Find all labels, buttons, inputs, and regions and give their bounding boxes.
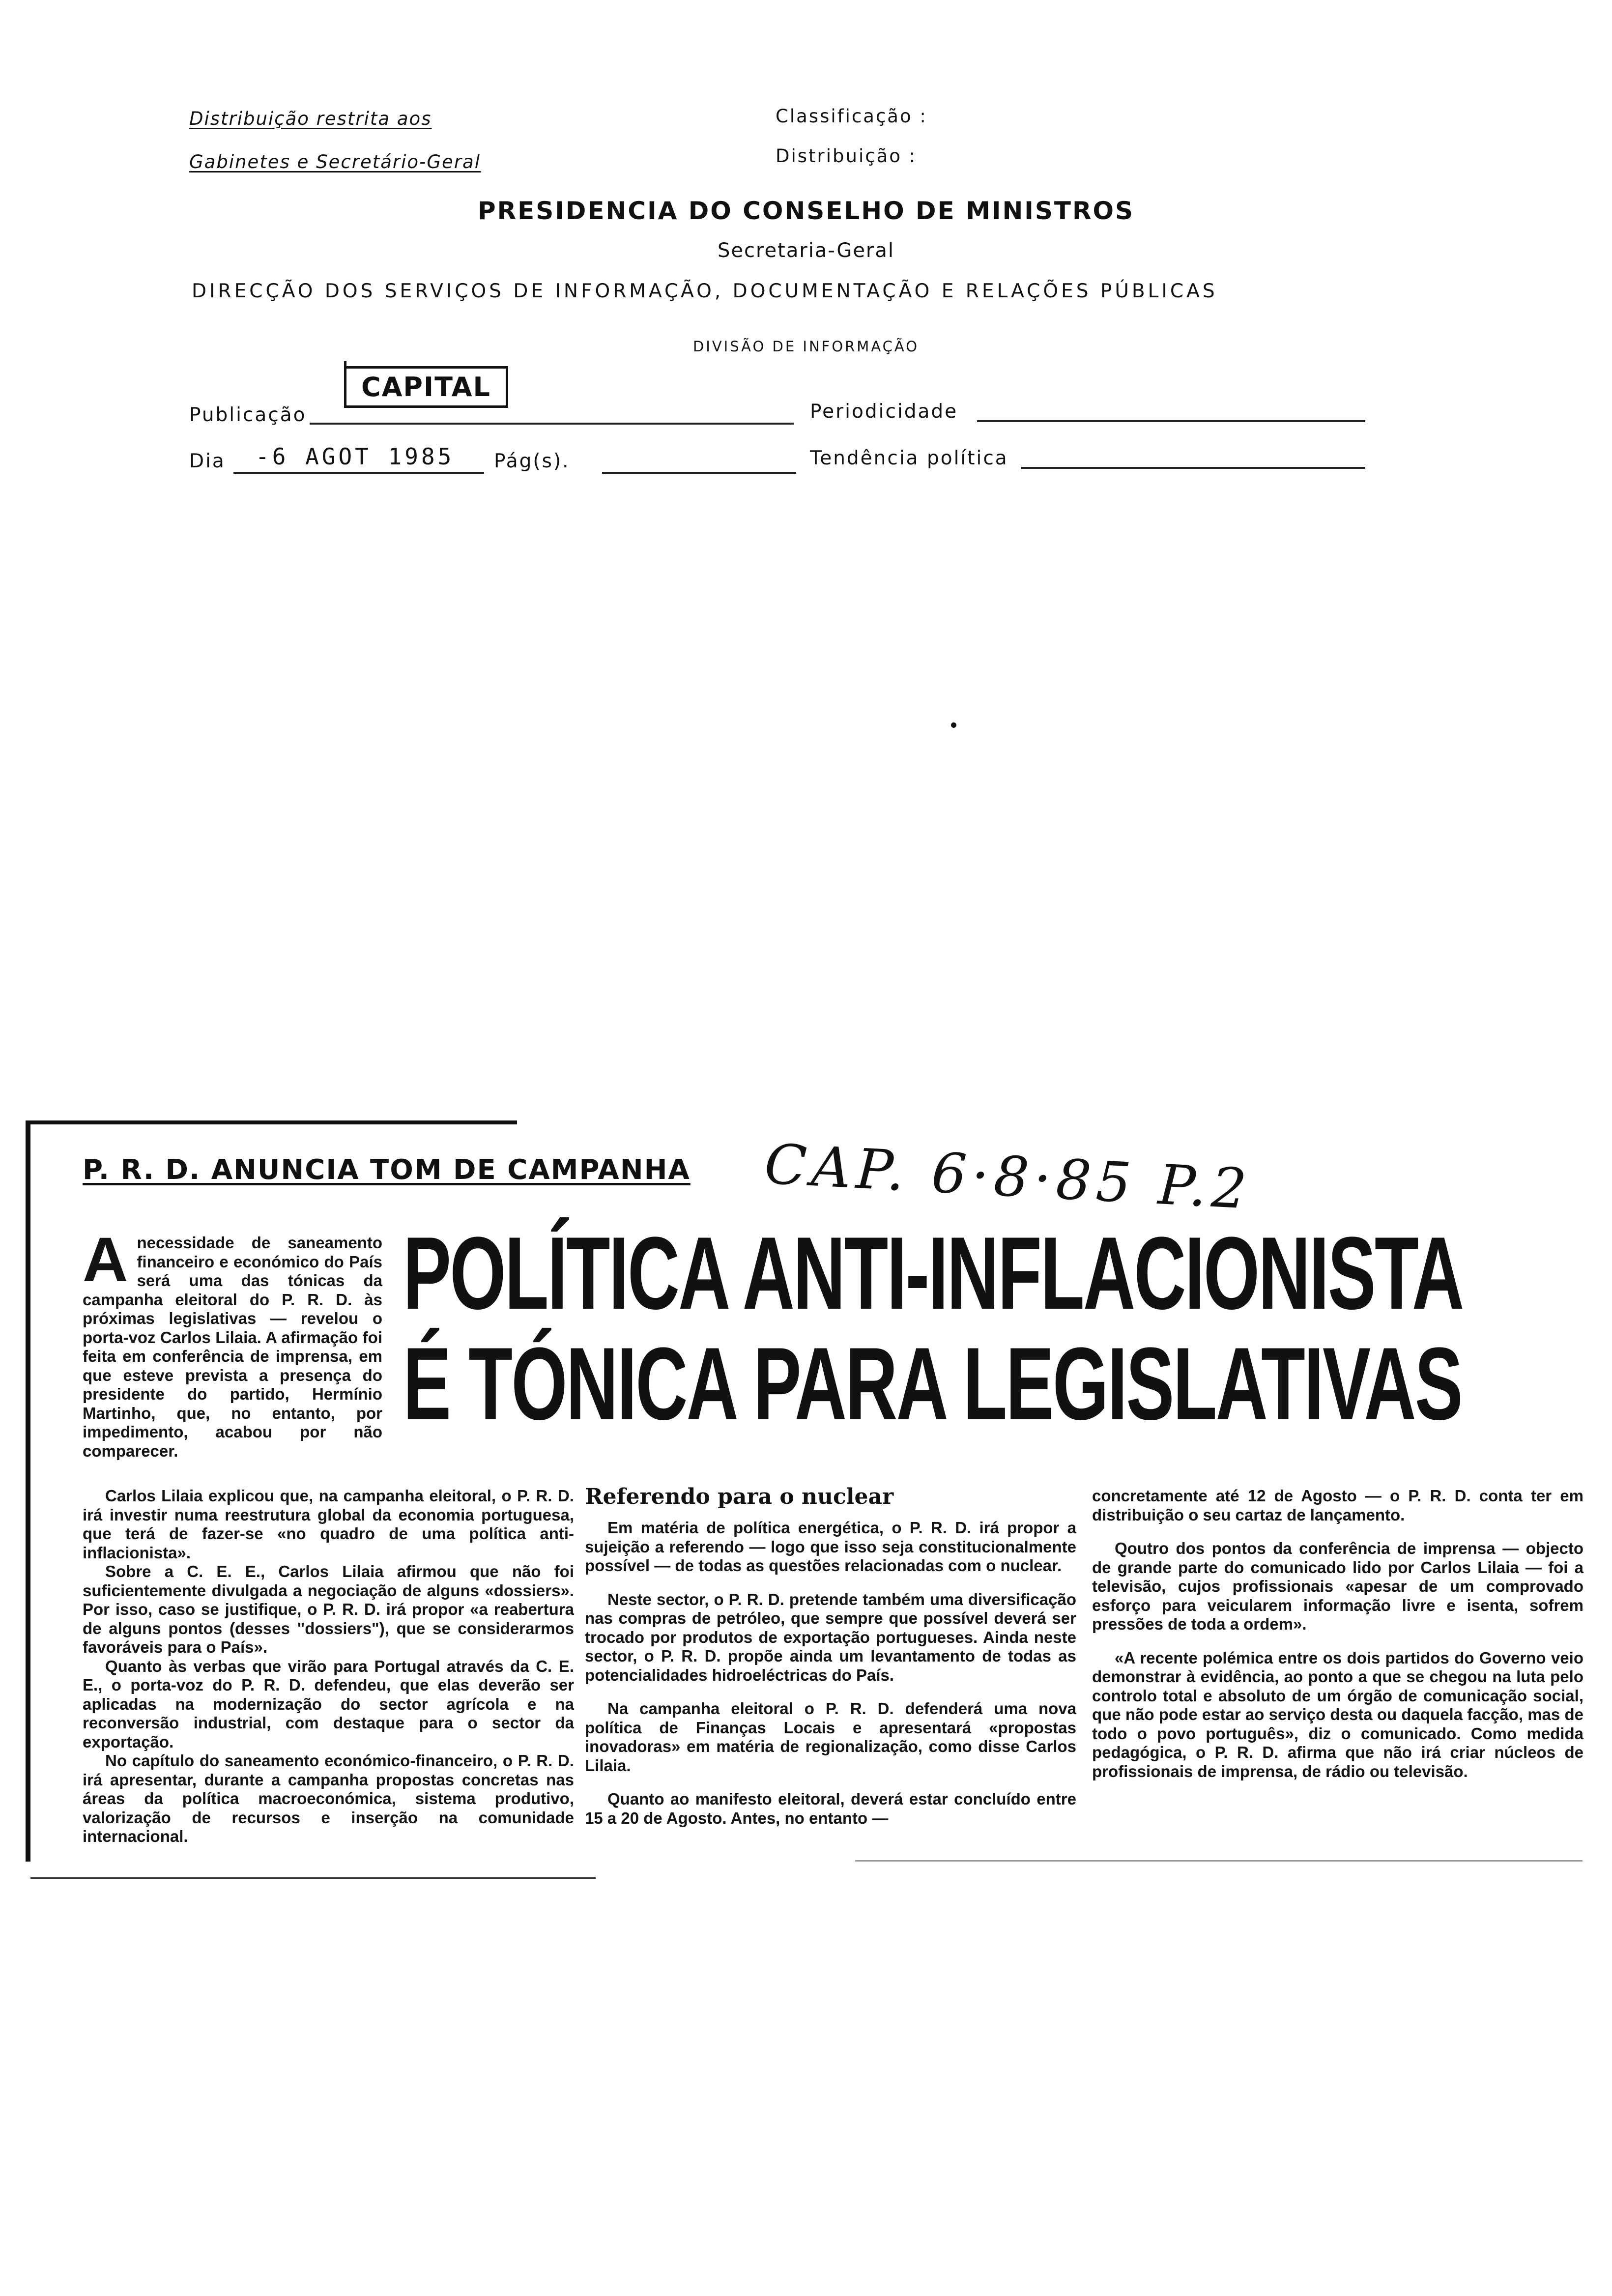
division-line: DIVISÃO DE INFORMAÇÃO [692, 338, 920, 355]
col3-paragraph: Qoutro dos pontos da conferência de imprensa — objecto de grande parte do comunicado lido por Carlos Lilaia — foi a televisão, cujos profissionais «apesar de um comprovado esforço para veicularem informação livre e isenta, sofrem pressões de toda a ordem». [1092, 1539, 1583, 1633]
clipping-bottom-edge-right [855, 1860, 1583, 1862]
distribution-line-1: Distribuição restrita aos [189, 108, 432, 129]
dia-underline [233, 472, 484, 474]
pags-label: Pág(s). [494, 450, 570, 472]
classificacao-label: Classificação : [776, 106, 927, 127]
clipping-bottom-edge [30, 1877, 596, 1879]
periodicidade-underline [977, 420, 1365, 422]
publicacao-stamp: CAPITAL [344, 366, 508, 408]
column-1 [83, 1487, 574, 1846]
distribution-line-2: Gabinetes e Secretário-Geral [189, 151, 481, 172]
tendencia-underline [1021, 467, 1365, 469]
col1-paragraph: Quanto às verbas que virão para Portugal através da C. E. E., o porta-voz do P. R. D. defendeu, que elas deverão ser aplicadas na modernização do sector agrícola e na reconversão industrial, com destaque para o sector da exportação. [83, 1657, 574, 1751]
col2-paragraph: Em matéria de política energética, o P. R. D. irá propor a sujeição a referendo — logo que isso seja constitucionalmente possível — de todas as questões relacionadas com o nuclear. [585, 1519, 1076, 1575]
col1-paragraph: Carlos Lilaia explicou que, na campanha eleitoral, o P. R. D. irá investir numa reestrutura global da economia portuguesa, que terá de fazer-se «no quadro de uma política anti-inflacionista». [83, 1487, 574, 1562]
dia-label: Dia [189, 450, 226, 472]
col1-paragraph: No capítulo do saneamento económico-financeiro, o P. R. D. irá apresentar, durante a campanha propostas concretas nas áreas da política macroeconómica, sistema produtivo, valorização de recursos e inserção na comunidade internacional. [83, 1751, 574, 1845]
scan-speck [951, 722, 956, 728]
distribuicao-label: Distribuição : [776, 145, 917, 167]
lead-text: necessidade de saneamento financeiro e económico do País será uma das tónicas da campanha eleitoral do P. R. D. às próximas legislativas — revelou o porta-voz Carlos Lilaia. A afirmação foi feita em conferência de imprensa, em que esteve prevista a presença do presidente do partido, Hermínio Martinho, que, no entanto, por impedimento, acabou por não comparecer. [83, 1234, 382, 1460]
col1-paragraph: Sobre a C. E. E., Carlos Lilaia afirmou que não foi suficientemente divulgada a negociação de alguns «dossiers». Por isso, caso se justifique, o P. R. D. irá propor «a reabertura de alguns pontos (desses "dossiers"), que se considerarmos favoráveis para o País». [83, 1562, 574, 1656]
col3-paragraph: «A recente polémica entre os dois partidos do Governo veio demonstrar à evidência, ao ponto a que se chegou na luta pelo controlo total e absoluto de um órgão de comunicação social, que não pode estar ao serviço desta ou daquela facção, mas de todo o povo português», diz o comunicado. Como medida pedagógica, o P. R. D. afirma que não irá criar núcleos de profissionais de imprensa, de rádio ou televisão. [1092, 1648, 1583, 1780]
col2-paragraph: Quanto ao manifesto eleitoral, deverá estar concluído entre 15 a 20 de Agosto. Antes, no entanto — [585, 1790, 1076, 1827]
column-3 [1092, 1487, 1583, 1781]
lead-paragraph [83, 1225, 382, 1461]
headline-line-2: É TÓNICA PARA LEGISLATIVAS [403, 1326, 1462, 1441]
handwritten-note: CAP. 6·8·85 P.2 [763, 1132, 1253, 1222]
col2-paragraph: Neste sector, o P. R. D. pretende também uma diversificação nas compras de petróleo, que sempre que possível deverá ser trocado por produtos de exportação portugueses. Ainda neste sector, o P. R. D. propõe ainda um levantamento de todas as potencialidades hidroeléctricas do País. [585, 1590, 1076, 1684]
dia-value: -6 AGOT 1985 [256, 443, 455, 470]
publicacao-label: Publicação [189, 404, 307, 426]
drop-cap: A [83, 1225, 128, 1295]
publicacao-underline [310, 423, 794, 425]
org-subtitle: Secretaria-Geral [717, 239, 894, 262]
subhead: Referendo para o nuclear [585, 1484, 894, 1509]
clipping-left-border [26, 1120, 30, 1862]
tendencia-label: Tendência política [810, 447, 1008, 469]
org-title: PRESIDENCIA DO CONSELHO DE MINISTROS [477, 197, 1135, 225]
column-2 [585, 1519, 1076, 1828]
clipping-top-border [26, 1120, 517, 1124]
headline-line-1: POLÍTICA ANTI-INFLACIONISTA [403, 1215, 1463, 1331]
pags-underline [602, 472, 796, 474]
periodicidade-label: Periodicidade [810, 401, 958, 423]
col3-paragraph: concretamente até 12 de Agosto — o P. R. D. conta ter em distribuição o seu cartaz de lançamento. [1092, 1487, 1583, 1524]
article-kicker: P. R. D. ANUNCIA TOM DE CAMPANHA [83, 1154, 691, 1186]
col2-paragraph: Na campanha eleitoral o P. R. D. defenderá uma nova política de Finanças Locais e apresentará «propostas inovadoras» em matéria de regionalização, como disse Carlos Lilaia. [585, 1699, 1076, 1775]
directorate-line: DIRECÇÃO DOS SERVIÇOS DE INFORMAÇÃO, DOCUMENTAÇÃO E RELAÇÕES PÚBLICAS [192, 280, 1218, 302]
